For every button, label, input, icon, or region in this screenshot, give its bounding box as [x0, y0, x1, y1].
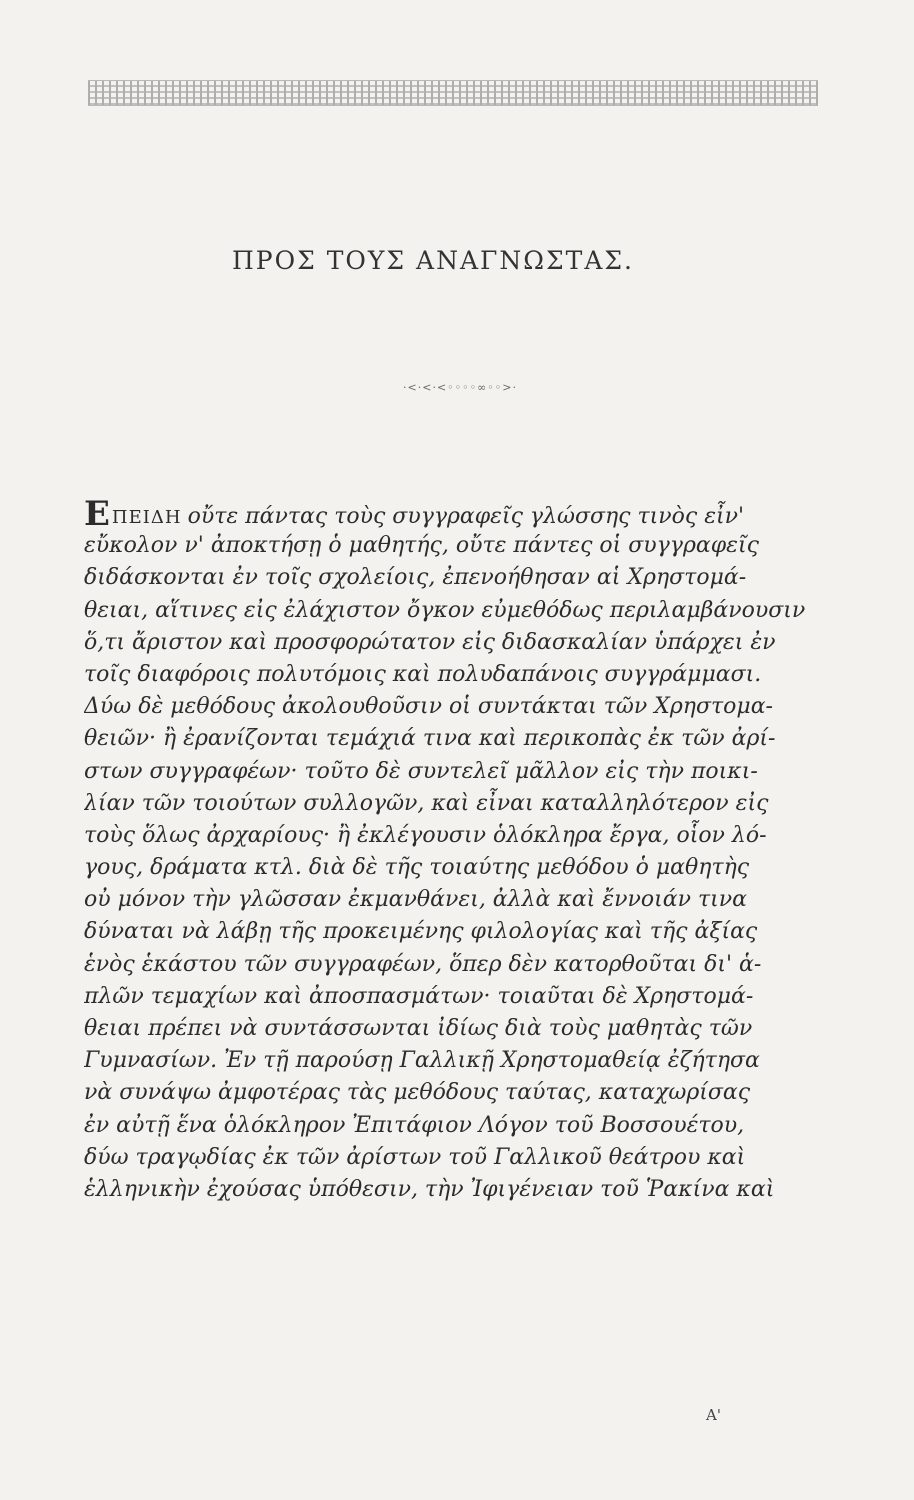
text-line: τοὺς ὅλως ἀρχαρίους· ἢ ἐκλέγουσιν ὁλόκληρα ἔργα, οἷον λό-	[84, 822, 767, 848]
text-line: θειαι πρέπει νὰ συντάσσωνται ἰδίως διὰ τοὺς μαθητὰς τῶν	[84, 1016, 753, 1041]
text-line: ὅ,τι ἄριστον καὶ προσφορώτατον εἰς διδασκαλίαν ὑπάρχει ἐν	[84, 629, 776, 655]
text-line: Δύω δὲ μεθόδους ἀκολουθοῦσιν οἱ συντάκται τῶν Χρηστομα-	[84, 694, 773, 720]
text-line: ἑνὸς ἑκάστου τῶν συγγραφέων, ὅπερ δὲν κατορθοῦται δι' ἁ-	[84, 951, 762, 977]
text-line: εὔκολον ν' ἀποκτήσῃ ὁ μαθητής, οὔτε πάντες οἱ συγγραφεῖς	[84, 533, 759, 559]
text-line: Γυμνασίων. Ἐν τῇ παρούσῃ Γαλλικῇ Χρηστομαθείᾳ ἐζήτησα	[84, 1048, 760, 1074]
text-line: στων συγγραφέων· τοῦτο δὲ συντελεῖ μᾶλλον εἰς τὴν ποικι-	[84, 758, 758, 784]
text-line: πλῶν τεμαχίων καὶ ἀποσπασμάτων· τοιαῦται δὲ Χρηστομά-	[84, 983, 754, 1009]
decorative-header-ornament	[88, 80, 818, 106]
ornamental-divider: ·<·<·<◦◦◦◦∞◦◦>·	[403, 381, 517, 394]
text-line	[84, 498, 834, 530]
text-line: δύω τραγῳδίας ἐκ τῶν ἀρίστων τοῦ Γαλλικοῦ θεάτρου καὶ	[84, 1144, 746, 1170]
text-line: δύναται νὰ λάβῃ τῆς προκειμένης φιλολογίας καὶ τῆς ἀξίας	[84, 919, 758, 945]
page-title: ΠΡΟΣ ΤΟΥΣ ΑΝΑΓΝΩΣΤΑΣ.	[232, 246, 634, 275]
text-line: γους, δράματα κτλ. διὰ δὲ τῆς τοιαύτης μεθόδου ὁ μαθητὴς	[84, 855, 750, 881]
preface-body	[84, 498, 834, 1206]
drop-cap: Ε	[84, 498, 110, 531]
text-line: νὰ συνάψω ἀμφοτέρας τὰς μεθόδους ταύτας, καταχωρίσας	[84, 1080, 751, 1106]
signature-mark: Α'	[706, 1406, 721, 1424]
text-line: οὐ μόνον τὴν γλῶσσαν ἐκμανθάνει, ἀλλὰ καὶ ἔννοιάν τινα	[84, 887, 747, 913]
text-line: διδάσκονται ἐν τοῖς σχολείοις, ἐπενοήθησαν αἱ Χρηστομά-	[84, 565, 747, 591]
first-line-text: οὔτε πάντας τοὺς συγγραφεῖς γλώσσης τινὸς εἶν'	[187, 504, 745, 529]
text-line: ἑλληνικὴν ἐχούσας ὑπόθεσιν, τὴν Ἰφιγένειαν τοῦ Ῥακίνα καὶ	[84, 1176, 775, 1202]
text-line: λίαν τῶν τοιούτων συλλογῶν, καὶ εἶναι καταλληλότερον εἰς	[84, 790, 769, 816]
text-line: θειῶν· ἢ ἐρανίζονται τεμάχιά τινα καὶ περικοπὰς ἐκ τῶν ἀρί-	[84, 726, 776, 752]
text-line: τοῖς διαφόροις πολυτόμοις καὶ πολυδαπάνοις συγγράμμασι.	[84, 661, 762, 687]
text-line: ἐν αὐτῇ ἕνα ὁλόκληρον Ἐπιτάφιον Λόγον τοῦ Βοσσουέτου,	[84, 1112, 745, 1138]
first-word: ΠΕΙΔΗ	[111, 507, 182, 528]
text-line: θειαι, αἵτινες εἰς ἐλάχιστον ὄγκον εὐμεθόδως περιλαμβάνουσιν	[84, 597, 806, 623]
